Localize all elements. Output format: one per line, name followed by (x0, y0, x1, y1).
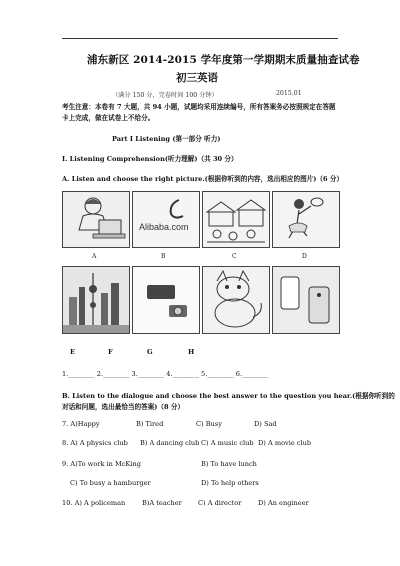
picture-label-h: H (188, 348, 195, 356)
alibaba-logo-icon (133, 192, 199, 247)
camera-icon (133, 267, 199, 333)
exam-subtitle: 初三英语 (176, 72, 218, 84)
part-title: Part I Listening (第一部分 听力) (112, 135, 221, 143)
picture-c (202, 191, 270, 248)
boy-with-laptop-icon (63, 192, 129, 247)
picture-label-e: E (70, 348, 76, 356)
q9-option-c: C) To busy a hamburger (70, 479, 151, 487)
q7-option-d: D) Sad (254, 420, 277, 428)
picture-h (272, 266, 340, 334)
q10-option-d: D) An engineer (258, 499, 309, 507)
logo-text: Alibaba.com (139, 222, 189, 232)
phones-icon (273, 267, 339, 333)
answer-blanks: 1.________ 2.________ 3.________ 4.________ 5.________ 6.________ (62, 370, 269, 378)
exam-title: 浦东新区 2014-2015 学年度第一学期期末质量抽查试卷 (87, 54, 360, 66)
q7-option-c: C) Busy (196, 420, 222, 428)
picture-label-a: A (92, 253, 97, 260)
picture-a (62, 191, 130, 248)
picture-g (202, 266, 270, 334)
q10-option-b: B)A teacher (142, 499, 182, 507)
picture-d (272, 191, 340, 248)
q10-option-a: 10. A) A policeman (62, 499, 126, 507)
q8-option-d: D) A movie club (258, 439, 312, 447)
cat-drawing-icon (203, 267, 269, 333)
market-street-icon (203, 192, 269, 247)
note-line-2: 卡上完成，做在试卷上不给分。 (62, 114, 155, 122)
section-b-line-1: B. Listen to the dialogue and choose the best answer to the question you hear.(根据你听到的 (62, 392, 395, 400)
note-line-1: 考生注意：本卷有 7 大题，共 94 小题，试题均采用连续编号，所有答案务必按照规定在答题 (62, 103, 336, 111)
section-b-line-2: 对话和问题，选出最恰当的答案)（8 分） (62, 403, 185, 411)
q7-option-b: B) Tired (136, 420, 164, 428)
q9-option-d: D) To help others (201, 479, 259, 487)
q8-option-b: B) A dancing club (140, 439, 200, 447)
exam-date: 2015.01 (276, 90, 302, 97)
q8-option-a: 8. A) A physics club (62, 439, 128, 447)
woman-tennis-icon (273, 192, 339, 247)
picture-label-g: G (147, 348, 153, 356)
q8-option-c: C) A music club (201, 439, 254, 447)
picture-label-c: C (232, 253, 237, 260)
q9-option-a: 9. A)To work in McKing (62, 460, 141, 468)
q10-option-c: C) A director (198, 499, 242, 507)
section-a-title: A. Listen and choose the right picture.(根据你听到的内容，选出相应的图片)（6 分） (62, 175, 344, 183)
picture-e (62, 266, 130, 334)
picture-label-f: F (108, 348, 113, 356)
picture-label-b: B (161, 253, 166, 260)
q9-option-b: B) To have lunch (201, 460, 257, 468)
picture-label-d: D (302, 253, 307, 260)
picture-f (132, 266, 200, 334)
section-title: I. Listening Comprehension(听力理解)（共 30 分） (62, 155, 238, 163)
q7-option-a: 7. A)Happy (62, 420, 100, 428)
city-skyline-icon (63, 267, 129, 333)
score-time: （满分 150 分，完卷时间 100 分钟） (112, 92, 218, 99)
picture-b (132, 191, 200, 248)
top-rule (62, 38, 338, 39)
